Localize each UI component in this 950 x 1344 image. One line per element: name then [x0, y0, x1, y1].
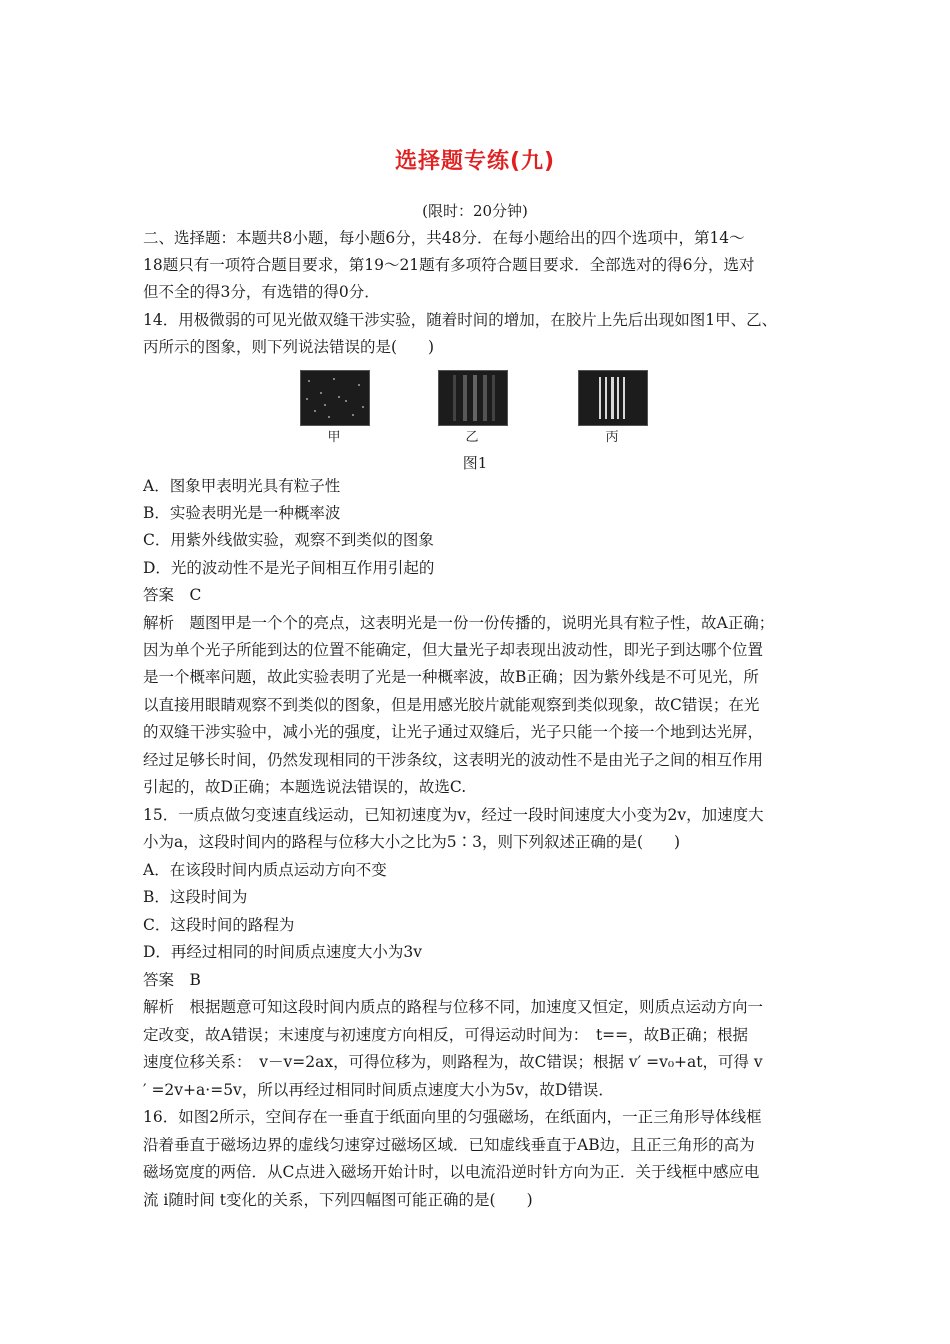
q14-analysis: 因为单个光子所能到达的位置不能确定，但大量光子却表现出波动性，即光子到达哪个位置 — [143, 641, 764, 659]
q16-stem: 流 i随时间 t变化的关系，下列四幅图可能正确的是( ) — [143, 1191, 533, 1209]
q16-stem: 16．如图2所示，空间存在一垂直于纸面向里的匀强磁场，在纸面内，一正三角形导体线框 — [143, 1108, 762, 1126]
q15-stem: 15．一质点做匀变速直线运动，已知初速度为v，经过一段时间速度大小变为2v，加速度大 — [143, 806, 764, 824]
q14-analysis: 解析 题图甲是一个个的亮点，这表明光是一份一份传播的，说明光具有粒子性，故A正确； — [143, 614, 775, 632]
q14-answer: 答案 C — [143, 586, 202, 604]
q14-stem: 14．用极微弱的可见光做双缝干涉实验，随着时间的增加，在胶片上先后出现如图1甲、乙、 — [143, 311, 778, 329]
time-limit: (限时：20分钟) — [422, 202, 528, 220]
partial-fringe-pattern — [439, 371, 507, 425]
q14-analysis: 引起的，故D正确；本题选说法错误的，故选C. — [143, 778, 467, 796]
q14-option: C．用紫外线做实验，观察不到类似的图象 — [143, 531, 434, 549]
q15-analysis: ′ =2v+a·=5v，所以再经过相同时间质点速度大小为5v，故D错误． — [143, 1081, 614, 1099]
q14-option: D．光的波动性不是光子间相互作用引起的 — [143, 559, 435, 577]
q15-option: D．再经过相同的时间质点速度大小为3v — [143, 943, 423, 961]
interference-fringes — [579, 371, 647, 425]
q15-analysis: 速度位移关系： v－v=2ax，可得位移为，则路程为，故C错误；根据 v′ =v₀+at，可得 v — [143, 1053, 763, 1071]
q15-analysis: 定改变，故A错误；末速度与初速度方向相反，可得运动时间为： t==，故B正确；根据 — [143, 1026, 749, 1044]
dots-pattern — [301, 371, 369, 425]
q14-analysis: 以直接用眼睛观察不到类似的图象，但是用感光胶片就能观察到类似现象，故C错误；在光 — [143, 696, 760, 714]
q14-option: B．实验表明光是一种概率波 — [143, 504, 341, 522]
q14-analysis: 是一个概率问题，故此实验表明了光是一种概率波，故B正确；因为紫外线是不可见光，所 — [143, 668, 759, 686]
q15-option: A．在该段时间内质点运动方向不变 — [143, 861, 387, 879]
figure-jia-image — [300, 370, 370, 426]
q14-option: A．图象甲表明光具有粒子性 — [143, 477, 341, 495]
q15-answer: 答案 B — [143, 971, 201, 989]
q14-stem: 丙所示的图象，则下列说法错误的是( ) — [143, 338, 435, 356]
figure-label: 乙 — [465, 430, 479, 445]
figure-yi-image — [438, 370, 508, 426]
page-title: 选择题专练(九) — [394, 149, 556, 174]
q15-stem: 小为a，这段时间内的路程与位移大小之比为5∶3，则下列叙述正确的是( ) — [143, 833, 681, 851]
figure-label: 丙 — [605, 430, 619, 445]
q15-option: B．这段时间为 — [143, 888, 248, 906]
q14-analysis: 经过足够长时间，仍然发现相同的干涉条纹，这表明光的波动性不是由光子之间的相互作用 — [143, 751, 764, 769]
intro-line: 二、选择题：本题共8小题，每小题6分，共48分．在每小题给出的四个选项中，第14～ — [143, 229, 745, 247]
figure-caption: 图1 — [462, 454, 488, 472]
q16-stem: 沿着垂直于磁场边界的虚线匀速穿过磁场区域．已知虚线垂直于AB边，且正三角形的高为 — [143, 1136, 755, 1154]
q15-analysis: 解析 根据题意可知这段时间内质点的路程与位移不同，加速度又恒定，则质点运动方向一 — [143, 998, 764, 1016]
q16-stem: 磁场宽度的两倍．从C点进入磁场开始计时，以电流沿逆时针方向为正．关于线框中感应电 — [143, 1163, 760, 1181]
q15-option: C．这段时间的路程为 — [143, 916, 295, 934]
intro-line: 但不全的得3分，有选错的得0分． — [143, 283, 380, 301]
figure-bing-image — [578, 370, 648, 426]
figure-label: 甲 — [327, 430, 341, 445]
q14-analysis: 的双缝干涉实验中，减小光的强度，让光子通过双缝后，光子只能一个接一个地到达光屏， — [143, 723, 764, 741]
intro-line: 18题只有一项符合题目要求，第19～21题有多项符合题目要求．全部选对的得6分，选对 — [143, 256, 755, 274]
